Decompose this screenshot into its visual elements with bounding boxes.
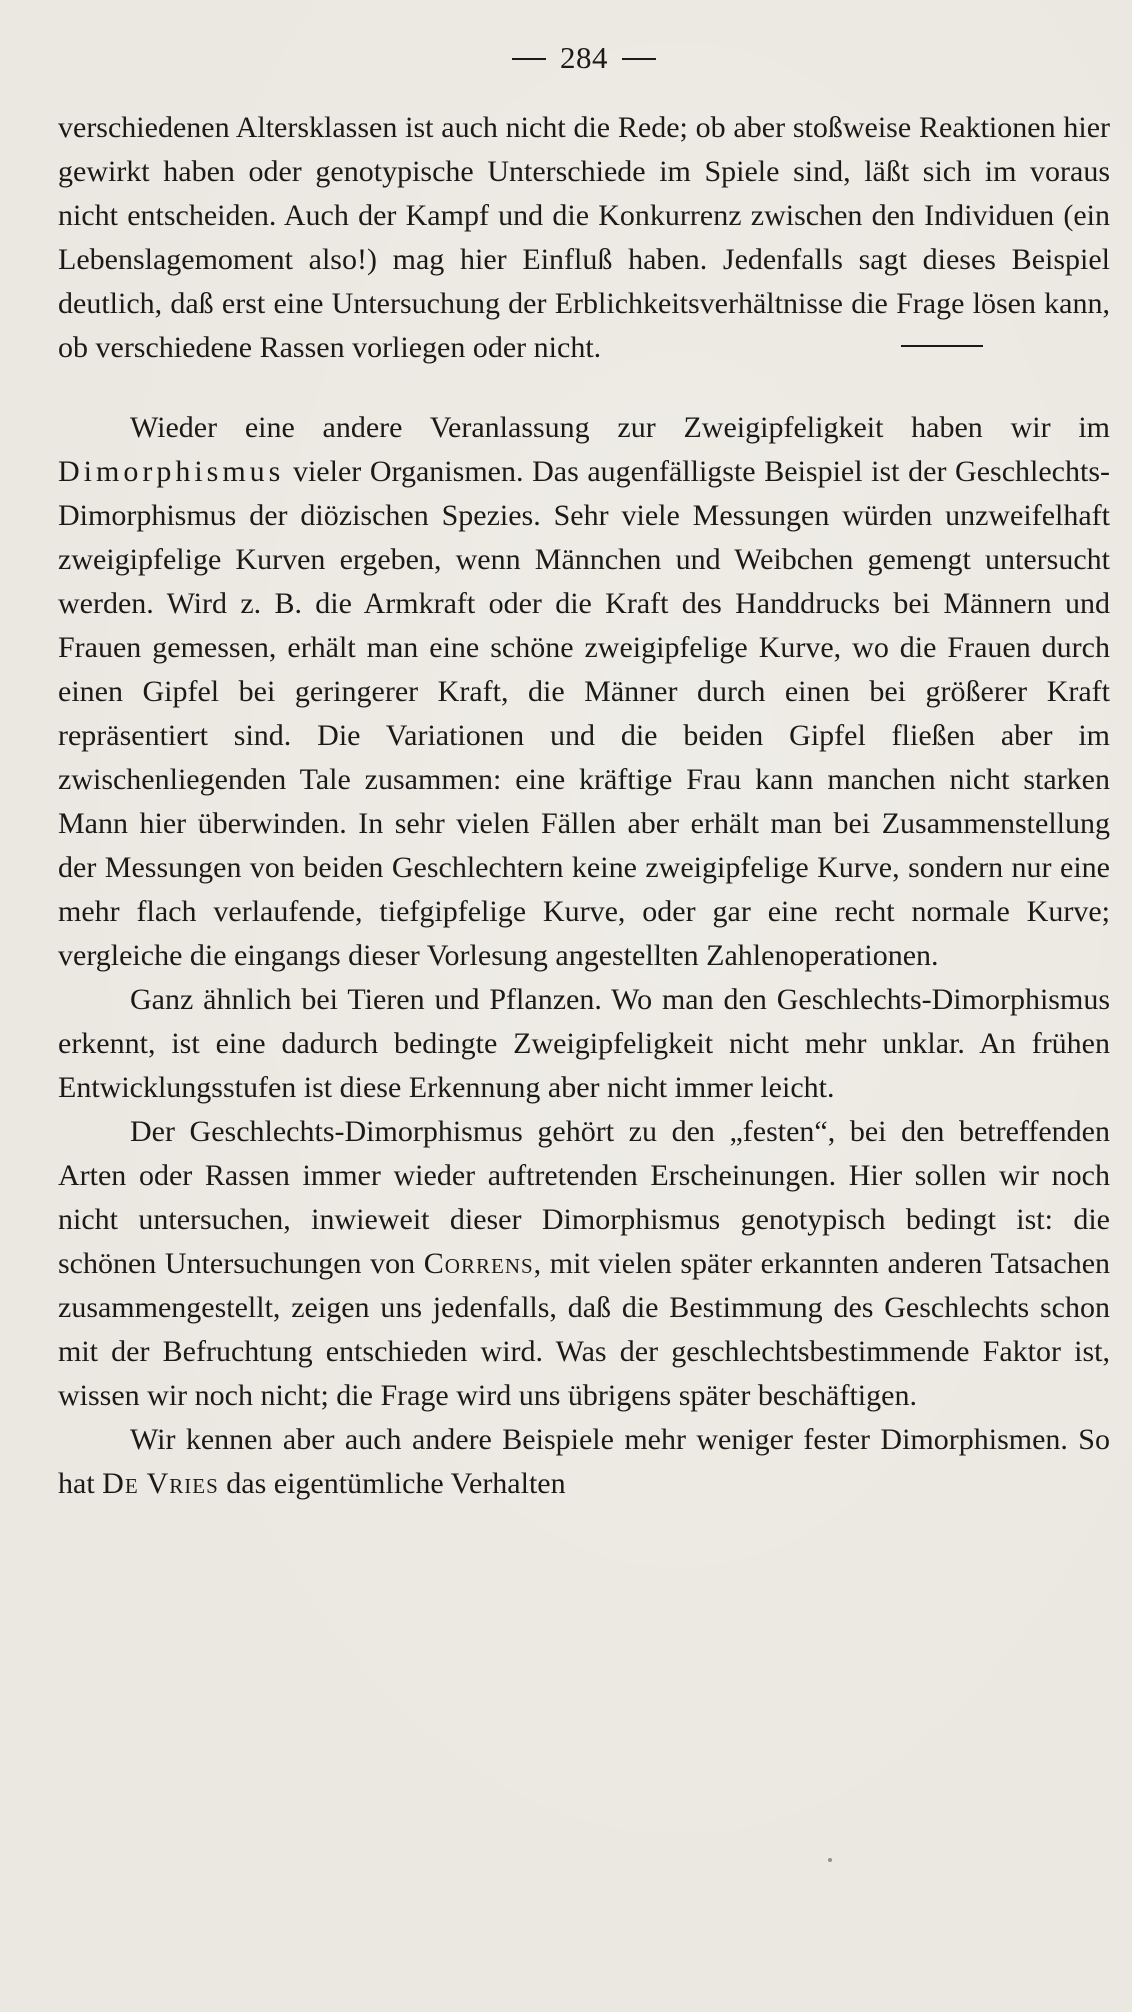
section-gap xyxy=(58,370,1110,406)
paragraph-1 xyxy=(58,106,1110,370)
paragraph-5-text-a: Wir kennen aber auch andere Beispiele mehr weniger fester Dimorphismen. So hat xyxy=(58,1423,1110,1500)
paragraph-4-text-a: Der Geschlechts-Dimorphismus gehört zu den „festen“, bei den betreffenden Arten oder Rassen immer wieder auftretenden Erscheinungen. Hier sollen wir noch nicht untersuchen, inwieweit dieser Dimorphismus genotypisch bedingt ist: die schönen Untersuchungen von xyxy=(58,1115,1110,1280)
author-name-de-vries: De Vries xyxy=(102,1467,219,1500)
author-name-correns: Correns xyxy=(423,1247,534,1280)
paragraph-4-text-b: , mit vielen später erkannten anderen Tatsachen zusammengestellt, zeigen uns jedenfalls, daß die Bestimmung des Geschlechts schon mit der Befruchtung entschieden wird. Was der geschlechtsbestimmende Faktor ist, wissen wir noch nicht; die Frage wird uns übrigens später beschäftigen. xyxy=(58,1247,1111,1412)
emphasized-term: Dimorphismus xyxy=(58,455,285,488)
page-number: 284 xyxy=(560,40,608,75)
paragraph-2-text-a: Wieder eine andere Veranlassung zur Zweigipfeligkeit haben wir im xyxy=(130,411,1110,444)
section-divider xyxy=(901,345,983,347)
header-dash-left xyxy=(512,58,546,60)
paragraph-1-text: verschiedenen Altersklassen ist auch nicht die Rede; ob aber stoßweise Reaktionen hier gewirkt haben oder genotypische Unterschiede im Spiele sind, läßt sich im voraus nicht entscheiden. Auch der Kampf und die Konkurrenz zwischen den Individuen (ein Lebenslagemoment also!) mag hier Einfluß haben. Jedenfalls sagt dieses Beispiel deutlich, daß erst eine Untersuchung der Erblichkeitsverhältnisse die Frage lösen kann, ob verschiedene Rassen vorliegen oder nicht. xyxy=(58,111,1110,364)
paragraph-3 xyxy=(58,978,1110,1110)
paragraph-2 xyxy=(58,406,1110,978)
paragraph-4 xyxy=(58,1110,1110,1418)
page-header xyxy=(58,38,1110,84)
paragraph-2-text-b: vieler Organismen. Das augenfälligste Beispiel ist der Geschlechts-Dimorphismus der diözischen Spezies. Sehr viele Messungen würden unzweifelhaft zweigipfelige Kurven ergeben, wenn Männchen und Weibchen gemengt untersucht werden. Wird z. B. die Armkraft oder die Kraft des Handdrucks bei Männern und Frauen gemessen, erhält man eine schöne zweigipfelige Kurve, wo die Frauen durch einen Gipfel bei geringerer Kraft, die Männer durch einen bei größerer Kraft repräsentiert sind. Die Variationen und die beiden Gipfel fließen aber im zwischenliegenden Tale zusammen: eine kräftige Frau kann manchen nicht starken Mann hier überwinden. In sehr vielen Fällen aber erhält man bei Zusammenstellung der Messungen von beiden Geschlechtern keine zweigipfelige Kurve, sondern nur eine mehr flach verlaufende, tiefgipfelige Kurve, oder gar eine recht normale Kurve; vergleiche die eingangs dieser Vorlesung angestellten Zahlenoperationen. xyxy=(58,455,1110,972)
paper-speck xyxy=(828,1858,832,1862)
header-dash-right xyxy=(622,58,656,60)
paragraph-5 xyxy=(58,1418,1110,1506)
paragraph-5-text-b: das eigentümliche Verhalten xyxy=(218,1467,566,1500)
paragraph-3-text: Ganz ähnlich bei Tieren und Pflanzen. Wo man den Geschlechts-Dimorphismus erkennt, ist eine dadurch bedingte Zweigipfeligkeit nicht mehr unklar. An frühen Entwicklungsstufen ist diese Erkennung aber nicht immer leicht. xyxy=(58,983,1110,1104)
